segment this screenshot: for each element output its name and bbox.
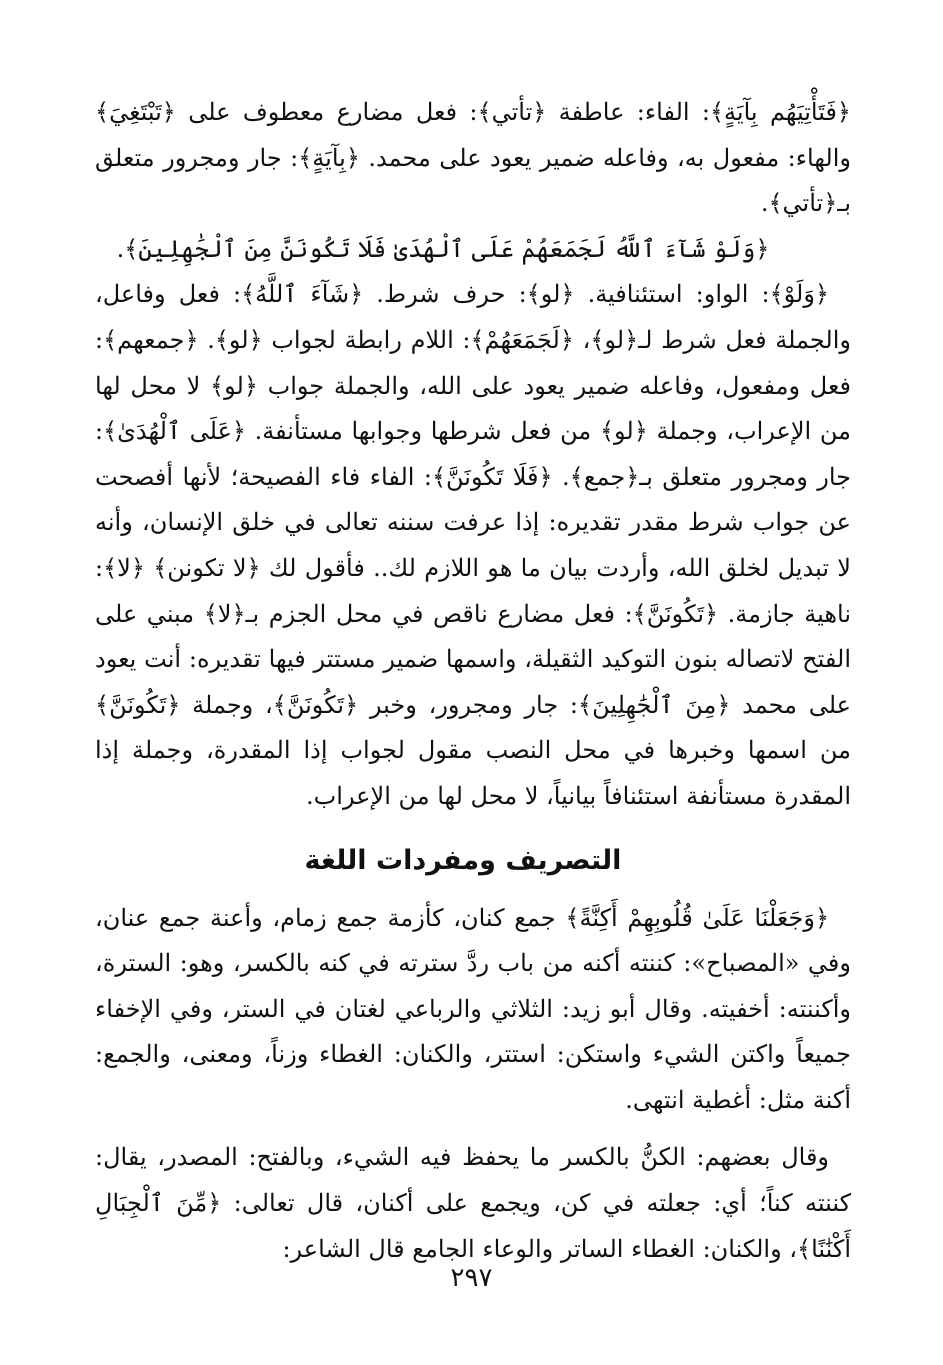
section-heading: التصريف ومفردات اللغة — [304, 844, 622, 876]
irab-paragraph-1: ﴿فَتَأْتِيَهُم بِآيَةٍ﴾: الفاء: عاطفة ﴿تأتي﴾: فعل مضارع معطوف على ﴿تَبْتَغِيَ﴾ والهاء: مفعول به، وفاعله ضمير يعود على محمد. ﴿بِآيَةٍ﴾: جار ومجرور متعلق بـ﴿تأتي﴾. — [95, 98, 851, 218]
quran-verse: ﴿وَلَوْ شَآءَ ٱللَّهُ لَجَمَعَهُمْ عَلَى ٱلْهُدَىٰ فَلَا تَكُونَنَّ مِنَ ٱلْجَٰهِلِينَ﴾. — [116, 234, 770, 263]
morphology-section — [95, 896, 851, 1273]
irab-section — [95, 90, 851, 820]
morphology-paragraph-1: ﴿وَجَعَلْنَا عَلَىٰ قُلُوبِهِمْ أَكِنَّةً﴾ جمع كنان، كأزمة جمع زمام، وأعنة جمع عنان، وفي «المصباح»: كننته أكنه من باب ردَّ سترته في كنه بالكسر، وهو: السترة، وأكننته: أخفيته. وقال أبو زيد: الثلاثي والرباعي لغتان في الستر، وفي الإخفاء جميعاً واكتن الشيء واستكن: استتر، والكنان: الغطاء وزناً، ومعنى، والجمع: أكنة مثل: أغطية انتهى. — [95, 903, 851, 1114]
irab-paragraph-2: ﴿وَلَوْ﴾: الواو: استئنافية. ﴿لو﴾: حرف شرط. ﴿شَآءَ ٱللَّهُ﴾: فعل وفاعل، والجملة فعل شرط لـ﴿لو﴾، ﴿لَجَمَعَهُمْ﴾: اللام رابطة لجواب ﴿لو﴾. ﴿جمعهم﴾: فعل ومفعول، وفاعله ضمير يعود على الله، والجملة جواب ﴿لو﴾ لا محل لها من الإعراب، وجملة ﴿لو﴾ من فعل شرطها وجوابها مستأنفة. ﴿عَلَى ٱلْهُدَىٰ﴾: جار ومجرور متعلق بـ﴿جمع﴾. ﴿فَلَا تَكُونَنَّ﴾: الفاء فاء الفصيحة؛ لأنها أفصحت عن جواب شرط مقدر تقديره: إذا عرفت سننه تعالى في خلق الإنسان، وأنه لا تبديل لخلق الله، وأردت بيان ما هو اللازم لك.. فأقول لك ﴿لا تكونن﴾ ﴿لا﴾: ناهية جازمة. ﴿تَكُونَنَّ﴾: فعل مضارع ناقص في محل الجزم بـ﴿لا﴾ مبني على الفتح لاتصاله بنون التوكيد الثقيلة، واسمها ضمير مستتر فيها تقديره: أنت يعود على محمد ﴿مِنَ ٱلْجَٰهِلِينَ﴾: جار ومجرور، وخبر ﴿تَكُونَنَّ﴾، وجملة ﴿تَكُونَنَّ﴾ من اسمها وخبرها في محل النصب مقول لجواب إذا المقدرة، وجملة إذا المقدرة مستأنفة استئنافاً بيانياً، لا محل لها من الإعراب. — [95, 280, 851, 810]
page-number: ٢٩٧ — [450, 1263, 493, 1293]
morphology-paragraph-2: وقال بعضهم: الكنُّ بالكسر ما يحفظ فيه الشيء، وبالفتح: المصدر، يقال: كننته كناً؛ أي: جعلته في كن، ويجمع على أكنان، قال تعالى: ﴿مِّنَ ٱلْجِبَالِ أَكْنَٰنًا﴾، والكنان: الغطاء الساتر والوعاء الجامع قال الشاعر: — [95, 1143, 851, 1263]
